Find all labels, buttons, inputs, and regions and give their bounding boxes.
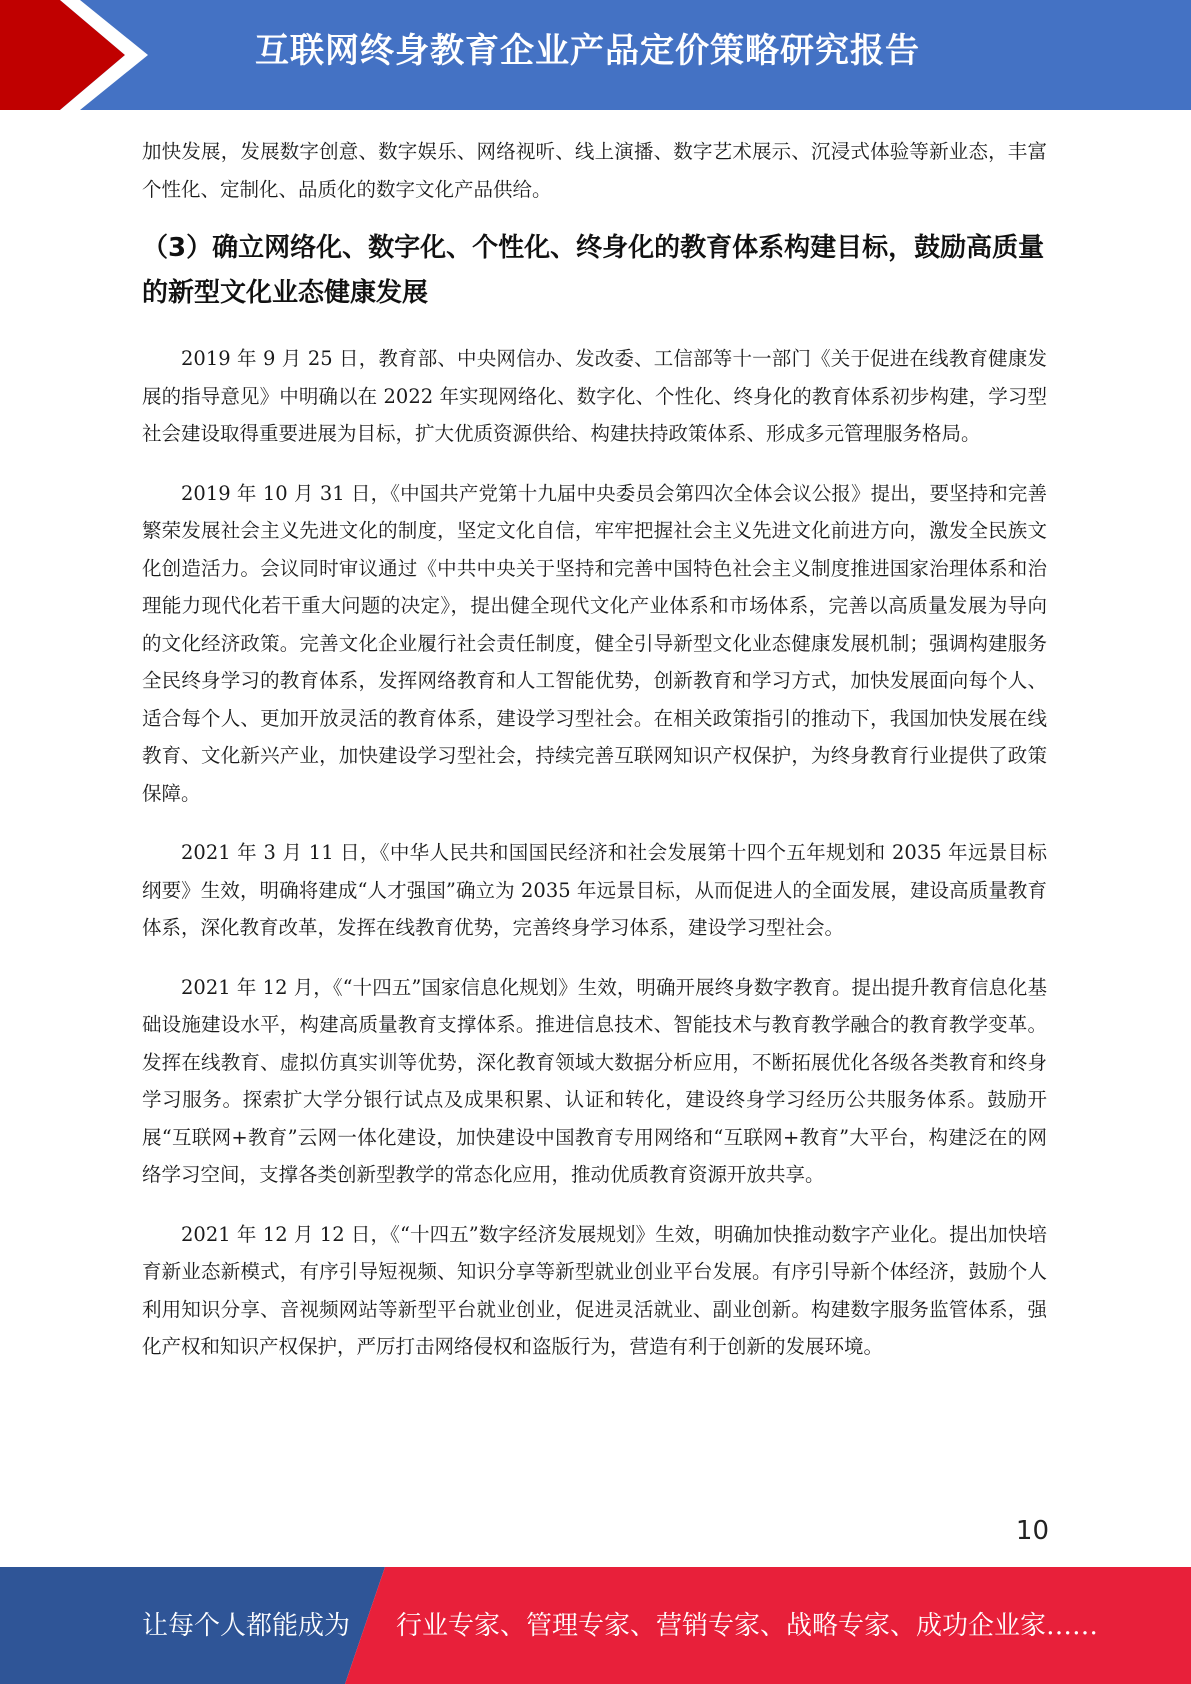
section-heading: （3）确立网络化、数字化、个性化、终身化的教育体系构建目标，鼓励高质量的新型文化业态健康发展 bbox=[142, 233, 1045, 308]
page-header bbox=[0, 0, 1191, 110]
paragraph-2021-mar: 2021 年 3 月 11 日，《中华人民共和国国民经济和社会发展第十四个五年规划和 2035 年远景目标纲要》生效，明确将建成“人才强国”确立为 2035 年远景目标，从而促进人的全面发展，建设高质量教育体系，深化教育改革，发挥在线教育优势，完善终身学习体系，建设学习型社会。 bbox=[142, 841, 1047, 939]
report-title: 互联网终身教育企业产品定价策略研究报告 bbox=[255, 31, 920, 71]
footer-slogan-right: 行业专家、管理专家、营销专家、战略专家、成功企业家…… bbox=[396, 1611, 1099, 1641]
paragraph-2019-sept: 2019 年 9 月 25 日，教育部、中央网信办、发改委、工信部等十一部门《关于促进在线教育健康发展的指导意见》中明确以在 2022 年实现网络化、数字化、个性化、终身化的教育体系初步构建，学习型社会建设取得重要进展为目标，扩大优质资源供给、构建扶持政策体系、形成多元管理服务格局。 bbox=[142, 347, 1047, 445]
page-number: 10 bbox=[1015, 1516, 1049, 1546]
paragraph-2019-oct: 2019 年 10 月 31 日，《中国共产党第十九届中央委员会第四次全体会议公报》提出，要坚持和完善繁荣发展社会主义先进文化的制度，坚定文化自信，牢牢把握社会主义先进文化前进方向，激发全民族文化创造活力。会议同时审议通过《中共中央关于坚持和完善中国特色社会主义制度推进国家治理体系和治理能力现代化若干重大问题的决定》，提出健全现代文化产业体系和市场体系，完善以高质量发展为导向的文化经济政策。完善文化企业履行社会责任制度，健全引导新型文化业态健康发展机制；强调构建服务全民终身学习的教育体系，发挥网络教育和人工智能优势，创新教育和学习方式，加快发展面向每个人、适合每个人、更加开放灵活的教育体系，建设学习型社会。在相关政策指引的推动下，我国加快发展在线教育、文化新兴产业，加快建设学习型社会，持续完善互联网知识产权保护，为终身教育行业提供了政策保障。 bbox=[142, 481, 1047, 805]
page-content bbox=[142, 133, 1047, 1388]
intro-paragraph: 加快发展，发展数字创意、数字娱乐、网络视听、线上演播、数字艺术展示、沉浸式体验等新业态，丰富个性化、定制化、品质化的数字文化产品供给。 bbox=[142, 140, 1047, 201]
page-footer bbox=[0, 1567, 1191, 1684]
paragraph-2021-dec: 2021 年 12 月，《“十四五”国家信息化规划》生效，明确开展终身数字教育。提出提升教育信息化基础设施建设水平，构建高质量教育支撑体系。推进信息技术、智能技术与教育教学融合的教育教学变革。发挥在线教育、虚拟仿真实训等优势，深化教育领域大数据分析应用，不断拓展优化各级各类教育和终身学习服务。探索扩大学分银行试点及成果积累、认证和转化，建设终身学习经历公共服务体系。鼓励开展“互联网+教育”云网一体化建设，加快建设中国教育专用网络和“互联网+教育”大平台，构建泛在的网络学习空间，支撑各类创新型教学的常态化应用，推动优质教育资源开放共享。 bbox=[142, 975, 1047, 1186]
footer-slogan-left: 让每个人都能成为 bbox=[142, 1611, 351, 1641]
paragraph-2021-dec-12: 2021 年 12 月 12 日，《“十四五”数字经济发展规划》生效，明确加快推动数字产业化。提出加快培育新业态新模式，有序引导短视频、知识分享等新型就业创业平台发展。有序引导新个体经济，鼓励个人利用知识分享、音视频网站等新型平台就业创业，促进灵活就业、副业创新。构建数字服务监管体系，强化产权和知识产权保护，严厉打击网络侵权和盗版行为，营造有利于创新的发展环境。 bbox=[142, 1222, 1047, 1358]
